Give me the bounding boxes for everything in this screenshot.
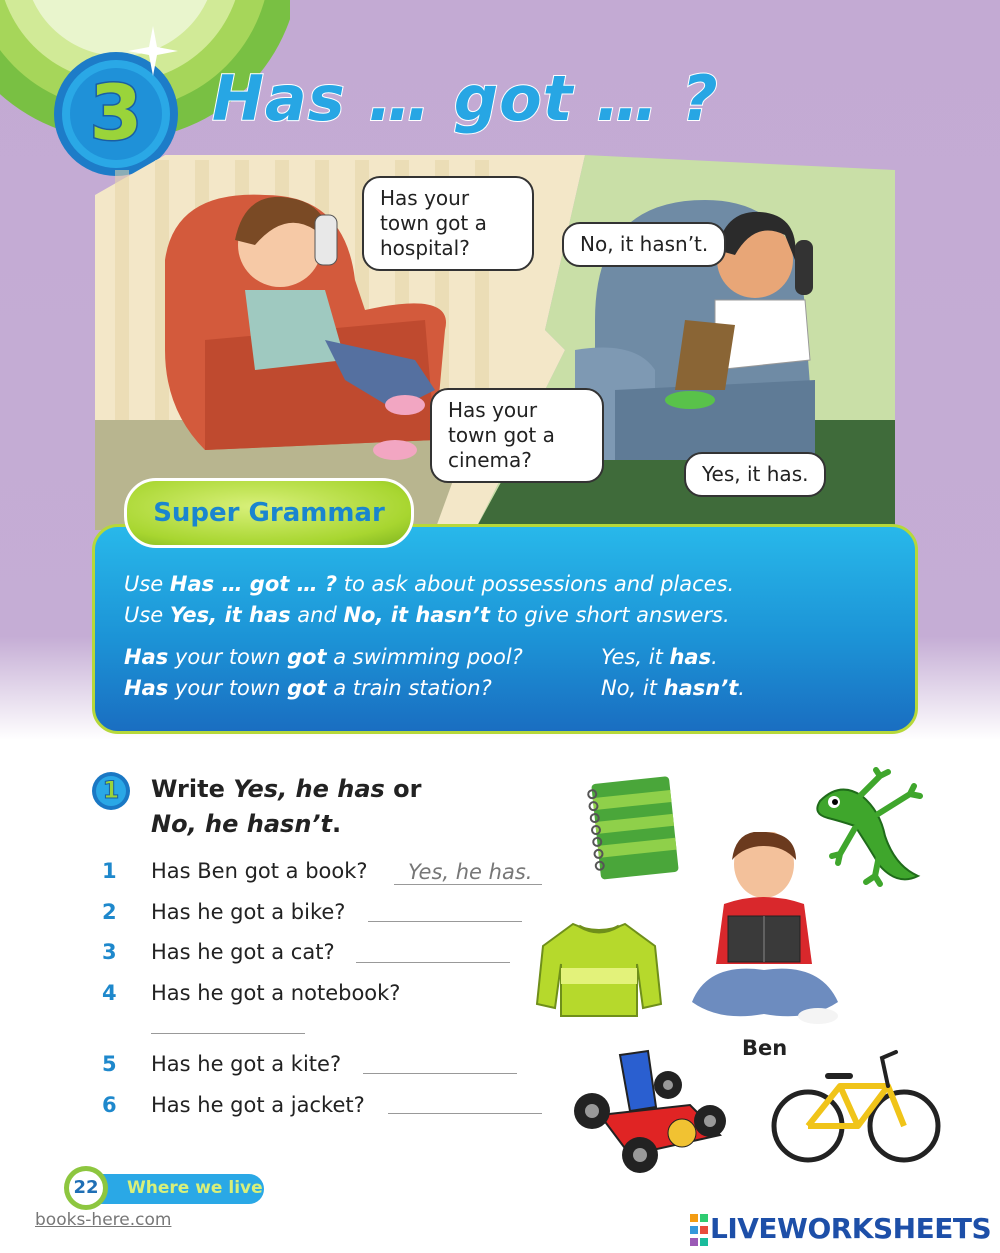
example-bold: has	[669, 645, 712, 669]
question-number: 3	[102, 940, 117, 964]
example-text: No, it	[601, 676, 664, 700]
speech-bubble-boy-1	[562, 222, 726, 267]
rule-bold: No, it hasn’t	[343, 603, 490, 627]
answer-field[interactable]	[388, 1113, 542, 1114]
liveworksheets-logo-icon	[690, 1214, 708, 1246]
grammar-example-1-question	[124, 645, 523, 669]
super-grammar-label	[124, 478, 414, 548]
answer-field[interactable]	[363, 1073, 517, 1074]
super-grammar-text: Super Grammar	[153, 498, 385, 528]
question-number: 6	[102, 1093, 117, 1117]
page-number: 22	[73, 1177, 99, 1198]
rule-text: and	[290, 603, 344, 627]
example-bold: got	[287, 645, 327, 669]
brand-text: LIVEWORKSHEETS	[710, 1212, 992, 1245]
bubble-text: Has your town got a cinema?	[448, 398, 555, 472]
rule-text: Use	[124, 572, 170, 596]
example-answer: Yes, he has.	[408, 860, 533, 884]
kart-icon	[570, 1045, 735, 1175]
answer-field[interactable]	[394, 884, 542, 885]
bubble-text: Has your town got a hospital?	[380, 186, 487, 260]
question-number: 2	[102, 900, 117, 924]
question-text: Has Ben got a book?	[151, 859, 368, 883]
example-text: .	[738, 676, 745, 700]
grammar-rule-2	[124, 603, 730, 627]
speech-bubble-girl-2	[430, 388, 604, 483]
instruction-text: .	[332, 810, 342, 838]
unit-title: Has … got … ?	[212, 62, 719, 135]
section-name: Where we live	[127, 1178, 263, 1198]
bubble-text: Yes, it has.	[702, 462, 809, 486]
instruction-italic: No, he hasn’t	[151, 810, 333, 838]
example-bold: got	[287, 676, 327, 700]
grammar-example-1-answer	[601, 645, 718, 669]
page-footer-tab	[64, 1166, 264, 1210]
source-link[interactable]: books-here.com	[35, 1210, 172, 1230]
rule-bold: Has … got … ?	[169, 572, 338, 596]
bubble-text: No, it hasn’t.	[580, 232, 709, 256]
instruction-italic: Yes, he has	[233, 775, 385, 803]
example-text: a train station?	[326, 676, 492, 700]
boy-name-label: Ben	[742, 1036, 788, 1060]
instruction-text: Write	[151, 775, 234, 803]
speech-bubble-boy-2	[684, 452, 826, 497]
notebook-icon	[584, 772, 684, 884]
speech-bubble-girl-1	[362, 176, 534, 271]
instruction-text: or	[384, 775, 422, 803]
exercise-number: 1	[102, 776, 120, 804]
rule-text: to ask about possessions and places.	[337, 572, 735, 596]
question-text: Has he got a kite?	[151, 1052, 342, 1076]
example-text: Yes, it	[601, 645, 670, 669]
grammar-example-2-question	[124, 676, 492, 700]
question-text: Has he got a notebook?	[151, 981, 401, 1005]
grammar-box	[92, 524, 918, 734]
sparkle-icon	[128, 26, 178, 76]
bicycle-icon	[770, 1046, 942, 1166]
rule-text: Use	[124, 603, 170, 627]
answer-field[interactable]	[356, 962, 510, 963]
example-text: .	[711, 645, 718, 669]
grammar-example-2-answer	[601, 676, 745, 700]
grammar-rule-1	[124, 572, 734, 596]
example-text: a swimming pool?	[326, 645, 523, 669]
answer-field[interactable]	[368, 921, 522, 922]
question-number: 1	[102, 859, 117, 883]
question-number: 5	[102, 1052, 117, 1076]
question-text: Has he got a bike?	[151, 900, 346, 924]
rule-bold: Yes, it has	[169, 603, 291, 627]
question-text: Has he got a jacket?	[151, 1093, 365, 1117]
liveworksheets-logo	[690, 1212, 990, 1248]
example-bold: Has	[124, 676, 169, 700]
jacket-icon	[533, 916, 665, 1026]
unit-number: 3	[89, 68, 143, 157]
example-text: your town	[168, 676, 288, 700]
question-number: 4	[102, 981, 117, 1005]
boy-reading-photo	[688, 832, 840, 1032]
answer-field[interactable]	[151, 1033, 305, 1034]
question-text: Has he got a cat?	[151, 940, 335, 964]
example-bold: Has	[124, 645, 169, 669]
example-text: your town	[168, 645, 288, 669]
exercise-number-badge	[91, 771, 131, 811]
example-bold: hasn’t	[663, 676, 739, 700]
exercise-instruction	[151, 772, 422, 842]
rule-text: to give short answers.	[489, 603, 730, 627]
